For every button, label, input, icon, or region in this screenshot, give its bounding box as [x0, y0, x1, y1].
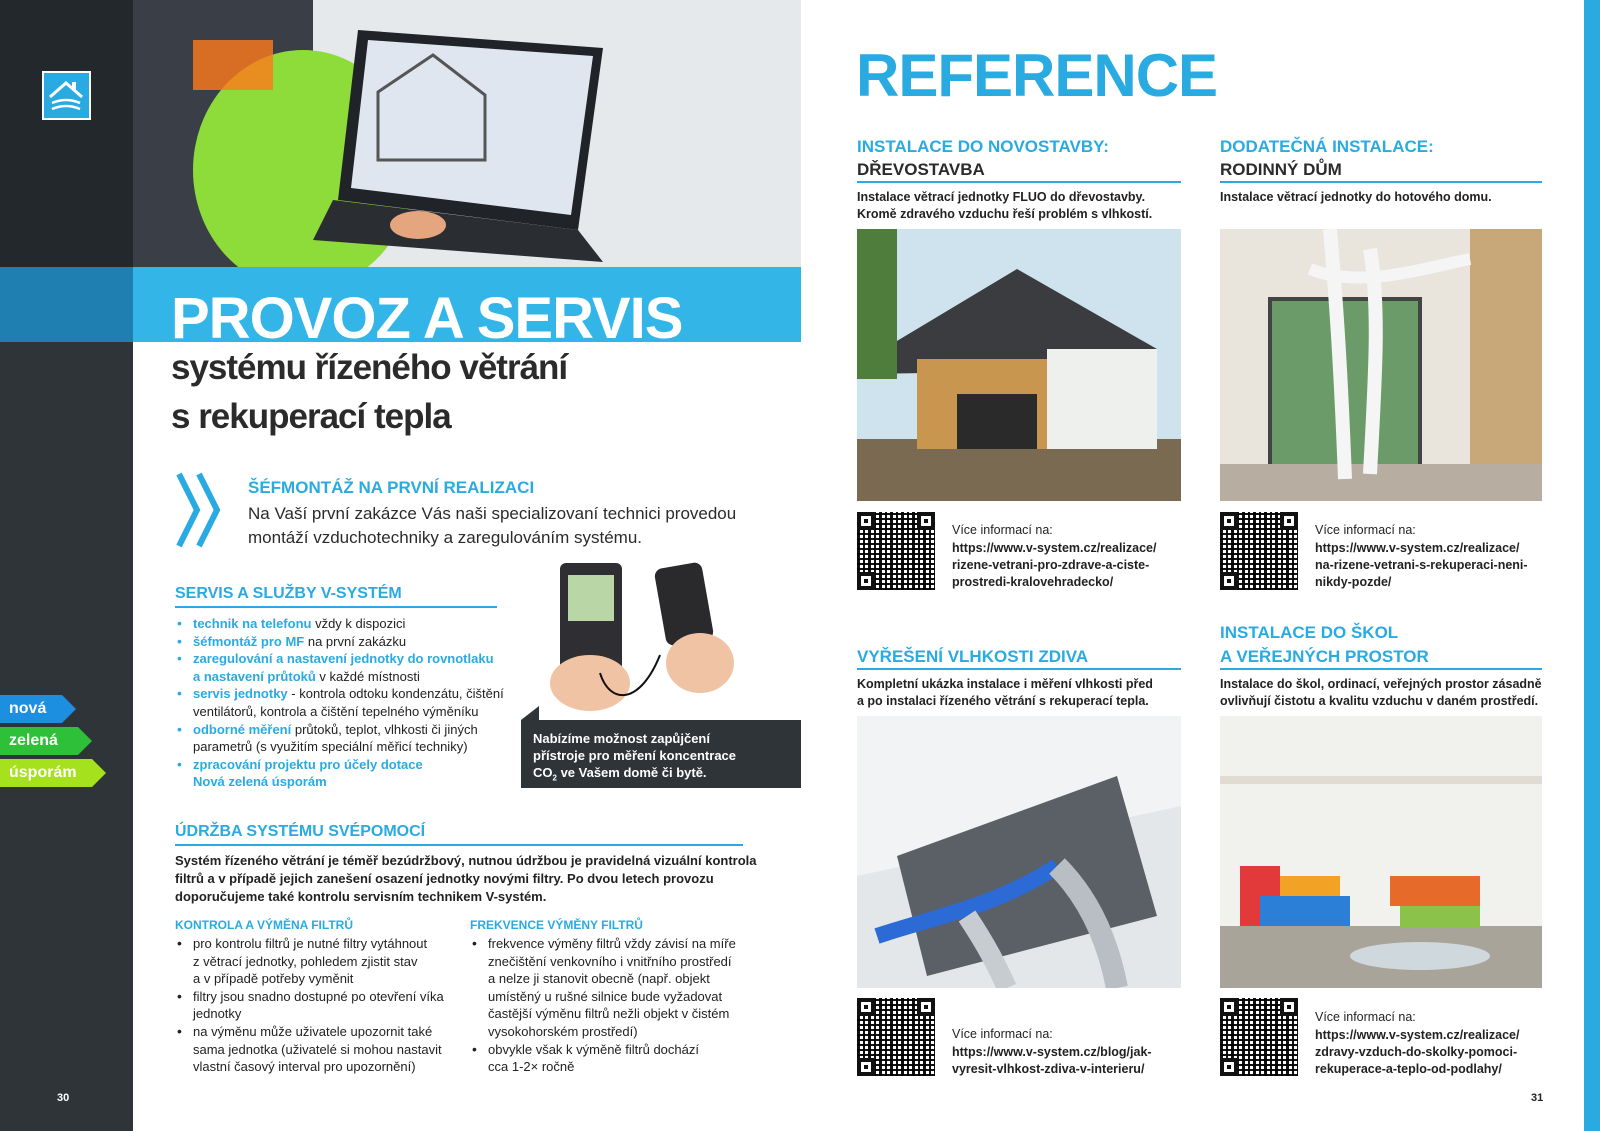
maintenance-list-item: • na výměnu může uživatele upozornit také — [175, 1023, 465, 1041]
maintenance-list-item: častější výměnu filtrů nežli objekt v čistém — [488, 1006, 730, 1022]
services-list-item: • zaregulování a nastavení jednotky do rovnotlaku — [175, 650, 515, 668]
ref-1-timber-house-photo — [857, 229, 1181, 501]
services-rule — [175, 606, 497, 608]
reference-title: REFERENCE — [856, 42, 1218, 109]
right-edge-stripe — [1584, 0, 1600, 1131]
energy-label-zelena: zelená — [0, 727, 78, 755]
services-list-item: • šéfmontáž pro MF na první zakázku — [175, 633, 515, 651]
maintenance-list-item: z větrací jednotky, pohledem zjistit stav — [193, 953, 418, 969]
ref-4-heading-line2: A VEŘEJNÝCH PROSTOR — [1220, 647, 1429, 666]
page-subtitle-line2: s rekuperací tepla — [171, 397, 451, 436]
ref-2-qr-code-icon[interactable] — [1220, 512, 1298, 590]
chief-install-text: Na Vaší první zakázce Vás naši specializovaní technici provedou montáží vzduchotechniky a zaregulováním systému. — [248, 504, 737, 547]
ref-4-heading-line1: INSTALACE DO ŠKOL — [1220, 623, 1399, 642]
maintenance-list-item: a nelze ji stanovit obecně (např. objekt — [488, 971, 710, 987]
ref-3-description: Kompletní ukázka instalace i měření vlhkosti před a po instalaci řízeného větrání s rekuperací tepla. — [857, 677, 1153, 708]
filter-frequency-list — [470, 935, 760, 1076]
rail-top-dark — [0, 0, 133, 267]
filter-check-list — [175, 935, 465, 1076]
ref-2-more-info-label: Více informací na: — [1315, 523, 1416, 537]
ref-1-heading-line2: DŘEVOSTAVBA — [857, 160, 985, 179]
maintenance-list-item: vlastní časový interval pro upozornění) — [193, 1059, 416, 1075]
maintenance-list-item: jednotky — [193, 1006, 242, 1022]
ref-2-link[interactable]: https://www.v-system.cz/realizace/ na-rizene-vetrani-s-rekuperaci-neni- nikdy-pozde/ — [1315, 541, 1528, 589]
chief-install-heading: ŠÉFMONTÁŽ NA PRVNÍ REALIZACI — [248, 478, 535, 497]
ref-2-family-house-photo — [1220, 229, 1542, 501]
ref-3-ceiling-ducts-photo — [857, 716, 1181, 988]
ref-4-link[interactable]: https://www.v-system.cz/realizace/ zdravy-vzduch-do-skolky-pomoci- rekuperace-a-teplo-od-podlahy/ — [1315, 1028, 1520, 1076]
ref-4-rule — [1220, 668, 1542, 670]
maintenance-list-item: a v případě potřeby vyměnit — [193, 971, 354, 987]
ref-3-qr-code-icon[interactable] — [857, 998, 935, 1076]
page-title: PROVOZ A SERVIS — [171, 288, 683, 342]
ref-1-description: Instalace větrací jednotky FLUO do dřevostavby. Kromě zdravého vzduchu řeší problém s vlhkostí. — [857, 190, 1153, 221]
services-list-item: • zpracování projektu pro účely dotace — [175, 756, 515, 774]
ref-4-description: Instalace do škol, ordinací, veřejných prostor zásadně ovlivňují čistotu a kvalitu vzduchu v daném prostředí. — [1220, 677, 1542, 708]
ref-3-more-info-label: Více informací na: — [952, 1027, 1053, 1041]
maintenance-list-item: • frekvence výměny filtrů vždy závisí na míře — [470, 935, 760, 953]
services-list-item: • servis jednotky - kontrola odtoku kondenzátu, čištění — [175, 685, 515, 703]
services-list-item: parametrů (s využitím speciální měřicí techniky) — [193, 739, 468, 755]
maintenance-list-item: vysokohorském prostředí) — [488, 1023, 638, 1039]
double-chevron-icon — [175, 470, 223, 555]
maintenance-text: Systém řízeného větrání je téměř bezúdržbový, nutnou údržbou je pravidelná vizuální kontrola filtrů a v případě jejich zanešení osazení jednotky novými filtry. Po dvou letech provozu doporučujeme také kontrolu servisním technikem V-systém. — [175, 853, 757, 904]
rail-band — [0, 267, 133, 342]
co2-meter-photo — [540, 555, 745, 715]
technician-laptop-photo — [133, 0, 801, 267]
services-list — [175, 615, 515, 791]
house-logo-icon — [42, 71, 91, 120]
ref-2-description: Instalace větrací jednotky do hotového domu. — [1220, 190, 1492, 204]
maintenance-list-item: umístěný u rušné silnice bude vyžadovat — [488, 988, 723, 1004]
energy-label-usporam: úsporám — [0, 759, 92, 787]
services-list-item: • odborné měření průtoků, teplot, vlhkosti či jiných — [175, 721, 515, 739]
ref-3-link[interactable]: https://www.v-system.cz/blog/jak- vyresit-vlhkost-zdiva-v-interieru/ — [952, 1045, 1152, 1076]
maintenance-rule — [175, 844, 743, 846]
maintenance-list-item: • obvykle však k výměně filtrů dochází — [470, 1041, 760, 1059]
energy-label-nova: nová — [0, 695, 62, 723]
maintenance-list-item: • pro kontrolu filtrů je nutné filtry vytáhnout — [175, 935, 465, 953]
ref-1-qr-code-icon[interactable] — [857, 512, 935, 590]
ref-1-heading-line1: INSTALACE DO NOVOSTAVBY: — [857, 137, 1109, 156]
services-list-item: • technik na telefonu vždy k dispozici — [175, 615, 515, 633]
ref-2-heading-line1: DODATEČNÁ INSTALACE: — [1220, 137, 1434, 156]
services-list-item: ventilátorů, kontrola a čištění tepelného výměníku — [193, 703, 479, 719]
page-number-left: 30 — [57, 1092, 70, 1104]
ref-2-heading-line2: RODINNÝ DŮM — [1220, 160, 1342, 179]
filter-check-heading: KONTROLA A VÝMĚNA FILTRŮ — [175, 918, 353, 932]
ref-1-more-info-label: Více informací na: — [952, 523, 1053, 537]
filter-frequency-heading: FREKVENCE VÝMĚNY FILTRŮ — [470, 918, 643, 932]
services-list-item: a nastavení průtoků v každé místnosti — [193, 668, 420, 684]
ref-3-heading: VYŘEŠENÍ VLHKOSTI ZDIVA — [857, 647, 1089, 666]
ref-1-link[interactable]: https://www.v-system.cz/realizace/ rizene-vetrani-pro-zdrave-a-ciste- prostredi-kralovehradecko/ — [952, 541, 1157, 589]
co2-rental-callout: Nabízíme možnost zapůjčení přístroje pro měření koncentrace $CO_2$ ve Vašem domě či bytě. — [521, 720, 801, 788]
ref-3-rule — [857, 668, 1181, 670]
services-list-item: Nová zelená úsporám — [193, 774, 327, 790]
maintenance-heading: ÚDRŽBA SYSTÉMU SVÉPOMOCÍ — [175, 823, 426, 840]
ref-4-more-info-label: Více informací na: — [1315, 1010, 1416, 1024]
maintenance-list-item: • filtry jsou snadno dostupné po otevření víka — [175, 988, 465, 1006]
ref-4-kindergarten-photo — [1220, 716, 1542, 988]
maintenance-list-item: znečištění venkovního i vnitřního prostředí — [488, 953, 732, 969]
services-heading: SERVIS A SLUŽBY V-SYSTÉM — [175, 585, 402, 602]
ref-4-qr-code-icon[interactable] — [1220, 998, 1298, 1076]
page-subtitle-line1: systému řízeného větrání — [171, 348, 568, 387]
page-number-right: 31 — [1531, 1092, 1544, 1104]
ref-1-rule — [857, 181, 1181, 183]
ref-2-rule — [1220, 181, 1542, 183]
maintenance-list-item: cca 1-2× ročně — [488, 1059, 575, 1075]
maintenance-list-item: sama jednotka (uživatelé si mohou nastavit — [193, 1041, 442, 1057]
